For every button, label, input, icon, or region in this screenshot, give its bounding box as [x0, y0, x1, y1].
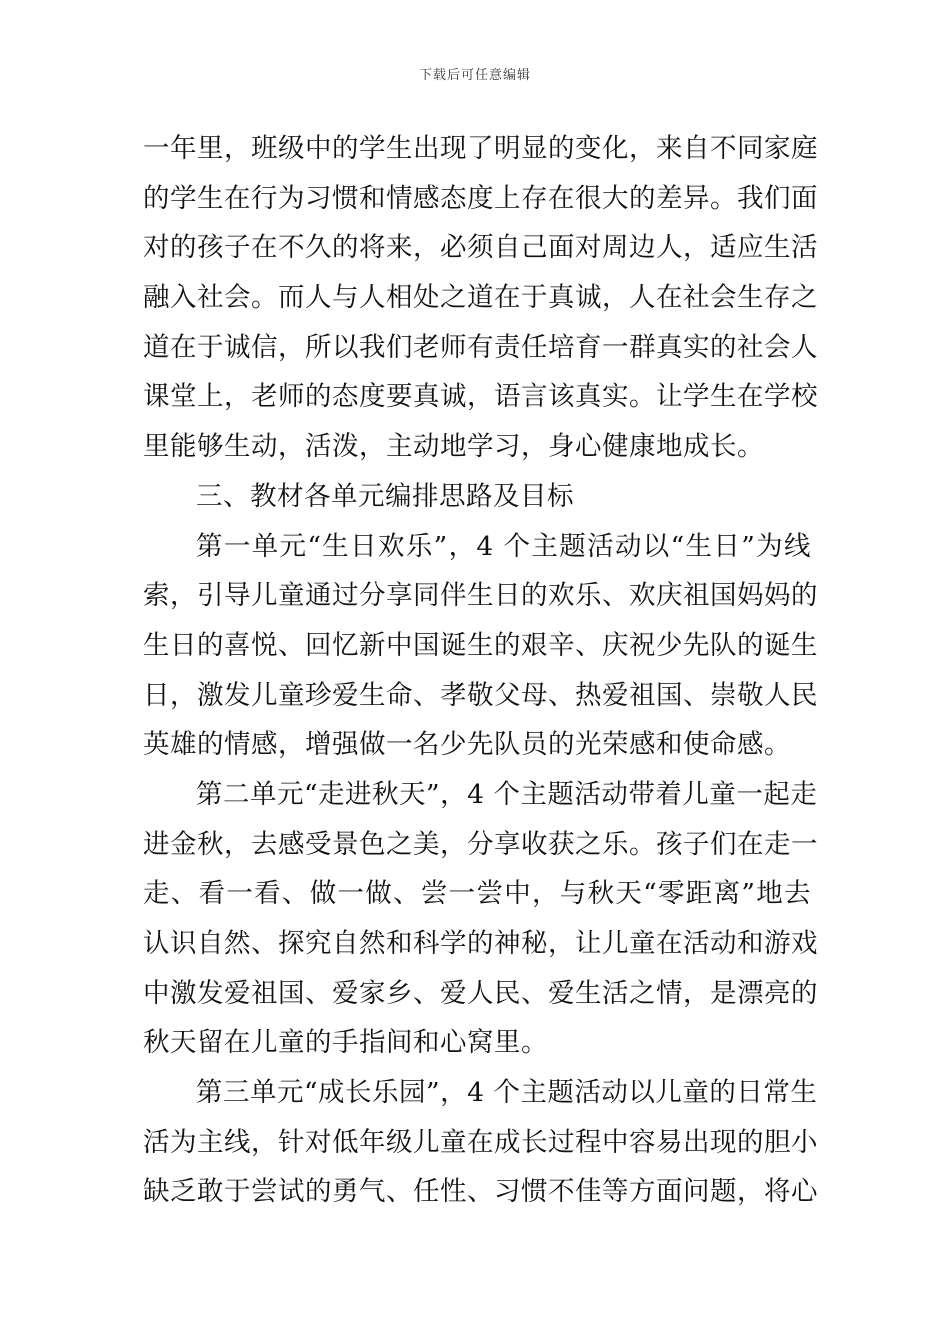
text-line: 一年里，班级中的学生出现了明显的变化，来自不同家庭: [143, 133, 818, 164]
text-line: 生日的喜悦、回忆新中国诞生的艰辛、庆祝少先队的诞生: [143, 629, 818, 661]
text-line: 日，激发儿童珍爱生命、孝敬父母、热爱祖国、崇敬人民: [143, 679, 818, 711]
text-line: 认识自然、探究自然和科学的神秘，让儿童在活动和游戏: [143, 928, 818, 959]
text-line: 课堂上，老师的态度要真诚，语言该真实。让学生在学校: [143, 381, 818, 413]
text-line: 的学生在行为习惯和情感态度上存在很大的差异。我们面: [143, 182, 818, 214]
text-line: 第二单元“走进秋天”，4 个主题活动带着儿童一起走: [196, 778, 818, 810]
text-line: 道在于诚信，所以我们老师有责任培育一群真实的社会人: [143, 331, 818, 363]
page-header-note: 下载后可任意编辑: [418, 68, 531, 83]
text-line: 索，引导儿童通过分享同伴生日的欢乐、欢庆祖国妈妈的: [143, 580, 818, 612]
text-line: 对的孩子在不久的将来，必须自己面对周边人，适应生活: [143, 232, 818, 264]
text-line: 进金秋，去感受景色之美，分享收获之乐。孩子们在走一: [143, 828, 818, 860]
text-line: 走、看一看、做一做、尝一尝中，与秋天“零距离”地去: [143, 878, 811, 910]
text-line: 活为主线，针对低年级儿童在成长过程中容易出现的胆小: [143, 1126, 818, 1158]
text-line: 秋天留在儿童的手指间和心窝里。: [143, 1027, 548, 1059]
document-body: [143, 124, 818, 1217]
text-line: 缺乏敢于尝试的勇气、任性、习惯不佳等方面问题，将心: [143, 1176, 818, 1208]
text-line: 中激发爱祖国、爱家乡、爱人民、爱生活之情，是漂亮的: [143, 977, 818, 1009]
text-line: 里能够生动，活泼，主动地学习，身心健康地成长。: [143, 431, 764, 463]
text-line: 三、教材各单元编排思路及目标: [196, 480, 574, 512]
text-line: 融入社会。而人与人相处之道在于真诚，人在社会生存之: [143, 282, 818, 314]
text-line: 第一单元“生日欢乐”，4 个主题活动以“生日”为线: [196, 530, 811, 562]
text-line: 英雄的情感，增强做一名少先队员的光荣感和使命感。: [143, 729, 791, 761]
text-line: 第三单元“成长乐园”，4 个主题活动以儿童的日常生: [196, 1077, 818, 1109]
